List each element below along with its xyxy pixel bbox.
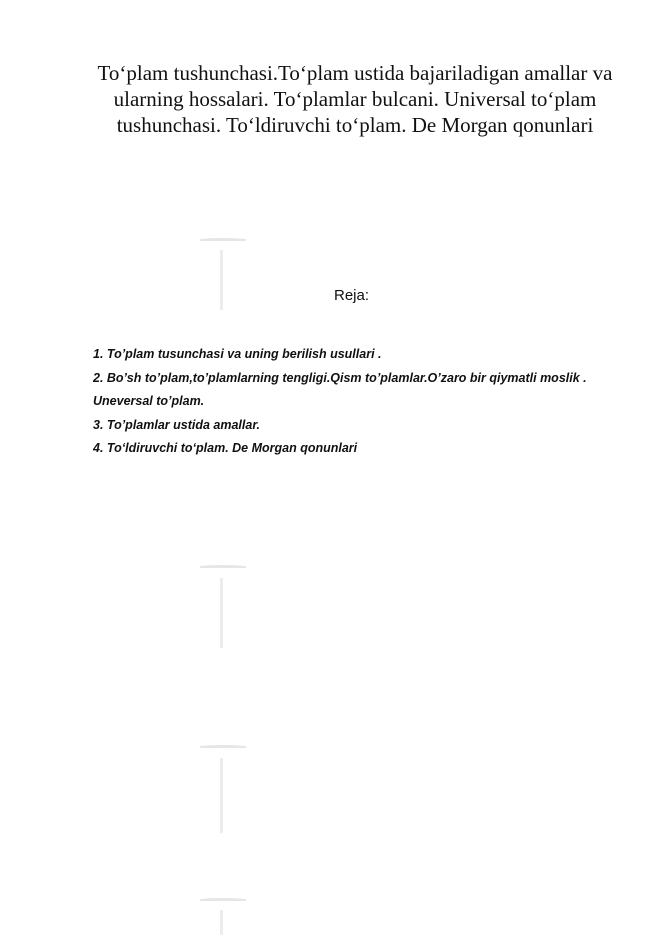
plan-item: 2. Bo’sh to’plam,to’plamlarning tengligi.Qism to’plamlar.O’zaro bir qiymatli moslik . — [93, 370, 587, 385]
plan-item: 3. To’plamlar ustida amallar. — [93, 417, 260, 432]
plan-item: 1. To’plam tusunchasi va uning berilish usullari . — [93, 347, 382, 361]
plan-list — [93, 343, 613, 461]
watermark-mark — [200, 565, 246, 568]
watermark-mark — [220, 910, 223, 935]
watermark-mark — [200, 745, 246, 748]
plan-item: 4. To‘ldiruvchi to‘plam. De Morgan qonunlari — [93, 441, 358, 455]
watermark-mark — [200, 898, 246, 901]
plan-item: Uneversal to’plam. — [93, 394, 205, 408]
page-title: To‘plam tushunchasi.To‘plam ustida bajariladigan amallar va ularning hossalari. To‘plamlar bulcani. Universal to‘plam tushunchasi. To‘ldiruvchi to‘plam. De Morgan qonunlari — [97, 61, 613, 137]
plan-heading: Reja: — [333, 287, 370, 304]
watermark-mark — [200, 238, 246, 241]
watermark-mark — [220, 578, 223, 648]
watermark-mark — [220, 758, 223, 833]
